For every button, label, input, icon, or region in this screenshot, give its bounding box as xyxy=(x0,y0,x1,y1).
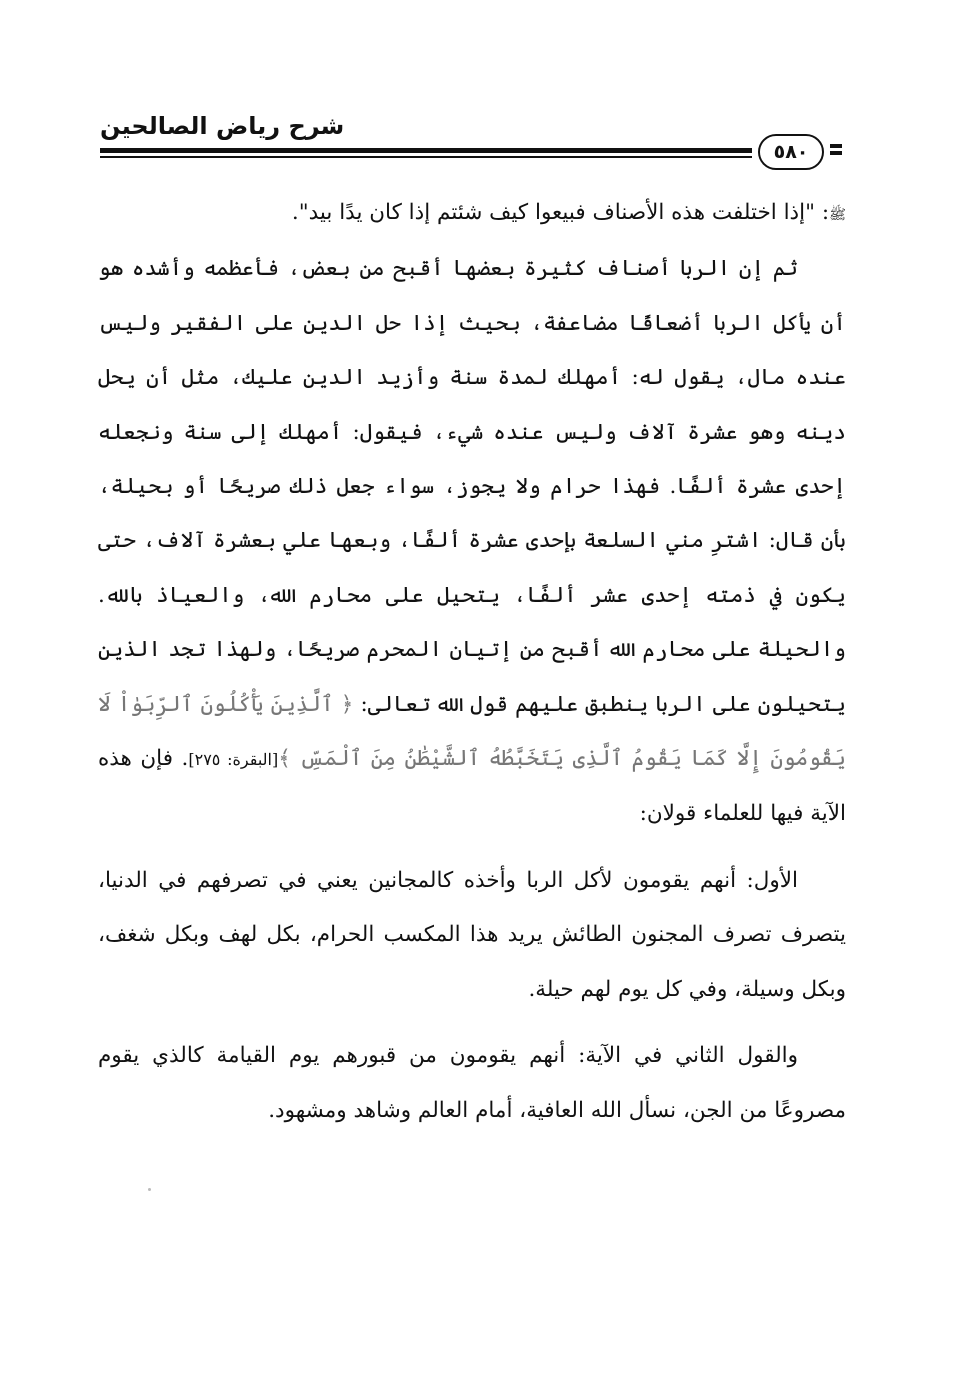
paragraph-hadith-text: : "إذا اختلفت هذه الأصناف فبيعوا كيف شئتم إذا كان يدًا بيد". xyxy=(291,200,830,225)
verse-reference: [البقرة: ٢٧٥] xyxy=(188,750,279,770)
paragraph-riba-types xyxy=(98,242,846,841)
paragraph-riba-types-text: ثم إن الربا أصناف كثيرة بعضها أقبح من بعض، فأعظمه وأشده هو أن يأكل الربا أضعافًا مضاعفة، بحيث إذا حل الدين على الفقير وليس عنده مال، يقول له: أمهلك لمدة سنة وأزيد الدين عليك، مثل أن يحل دينه وهو عشرة آلاف وليس عنده شيء، فيقول: أمهلك إلى سنة ونجعله إحدى عشرة ألفًا. فهذا حرام ولا يجوز، سواء جعل ذلك صريحًا أو بحيلة، بأن قال: اشترِ مني السلعة بإحدى عشرة ألفًا، وبعها علي بعشرة آلاف، حتى يكون في ذمته إحدى عشر ألفًا، يتحيل على محارم الله، والعياذ بالله. والحيلة على محارم الله أقبح من إتيان المحرم صريحًا، ولهذا تجد الذين يتحيلون على الربا ينطبق عليهم قول الله تعالى: xyxy=(98,256,846,717)
page-body xyxy=(98,186,846,1138)
paragraph-riba-tail: . فإن هذه الآية فيها للعلماء قولان: xyxy=(98,746,846,827)
honorific-glyph: ﷺ xyxy=(829,207,846,223)
page-number: ٥٨٠ xyxy=(758,134,824,170)
header-rule-thick xyxy=(100,148,752,153)
book-title: شرح رياض الصالحين xyxy=(100,112,345,140)
scan-speck xyxy=(148,1188,151,1191)
paragraph-second-opinion: والقول الثاني في الآية: أنهم يقومون من قبورهم يوم القيامة كالذي يقوم مصروعًا من الجن، نسأل الله العافية، أمام العالم وشاهد ومشهود. xyxy=(98,1043,846,1123)
paragraph-hadith xyxy=(98,186,846,242)
quran-verse: ﴿ ٱلَّذِينَ يَأْكُلُونَ ٱلرِّبَوٰاْ لَا يَقُومُونَ إِلَّا كَمَا يَقُومُ ٱلَّذِى يَتَخَبَّطُهُ ٱلشَّيْطَٰنُ مِنَ ٱلْمَسِّ ﴾ xyxy=(98,691,847,772)
header-rule-thin xyxy=(100,156,752,158)
paragraph-first-opinion: الأول: أنهم يقومون لأكل الربا وأخذه كالمجانين يعني في تصرفهم في الدنيا، يتصرف تصرف المجنون الطائش يريد هذا المكسب الحرام، بكل لهف وبكل شغف، وبكل وسيلة، وفي كل يوم لهم حيلة. xyxy=(98,867,846,1002)
ornament-bars-icon xyxy=(830,144,842,160)
running-header xyxy=(100,104,845,184)
